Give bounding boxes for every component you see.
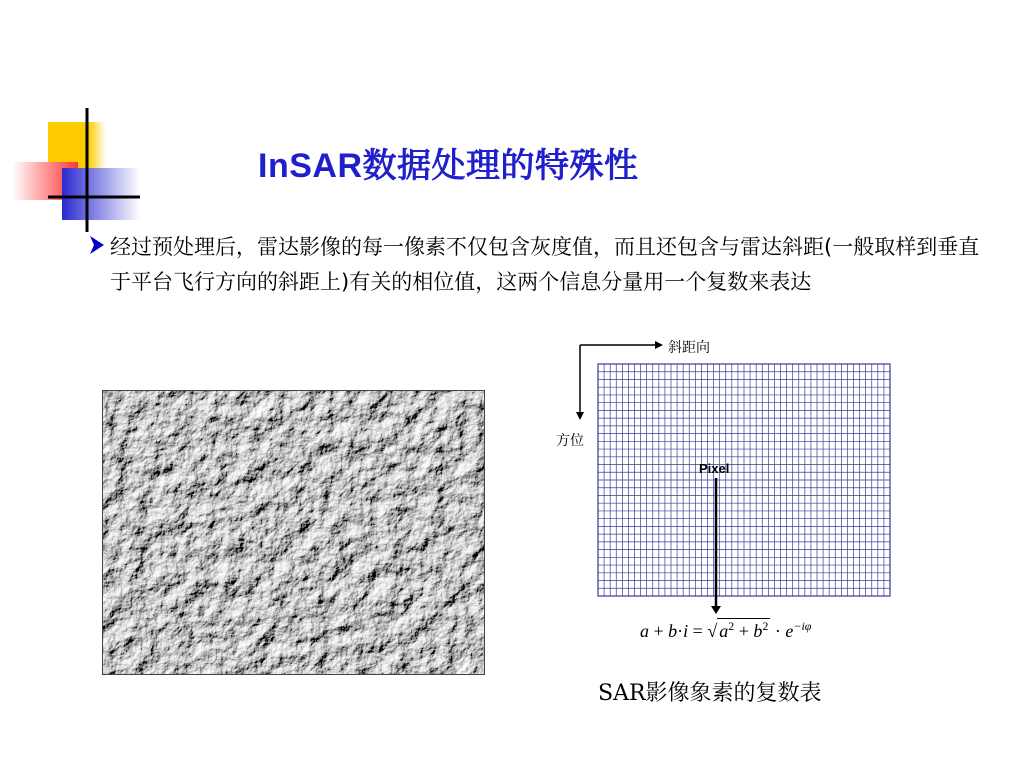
azimuth-direction-label: 方位 (556, 433, 584, 449)
range-direction-label: 斜距向 (668, 340, 710, 356)
diagram-caption: SAR影像象素的复数表 (598, 681, 822, 706)
arrow-right-bullet-icon (88, 234, 106, 256)
deco-blue-square (62, 168, 140, 220)
pixel-label: Pixel (699, 461, 730, 476)
pixel-grid (598, 364, 890, 596)
bullet-point (88, 230, 1013, 300)
complex-formula: a + b·i = √ $a^2 + b^2 \cdot e^{-i\varphi}$ (640, 619, 812, 641)
bullet-text: 经过预处理后，雷达影像的每一像素不仅包含灰度值，而且还包含与雷达斜距(一般取样到垂直于平台飞行方向的斜距上)有关的相位值，这两个信息分量用一个复数来表达 (110, 235, 980, 294)
corner-decoration (0, 0, 140, 240)
sar-terrain-image (102, 390, 485, 675)
slide-title: InSAR数据处理的特殊性 (258, 147, 639, 185)
pixel-grid-diagram (560, 330, 900, 620)
